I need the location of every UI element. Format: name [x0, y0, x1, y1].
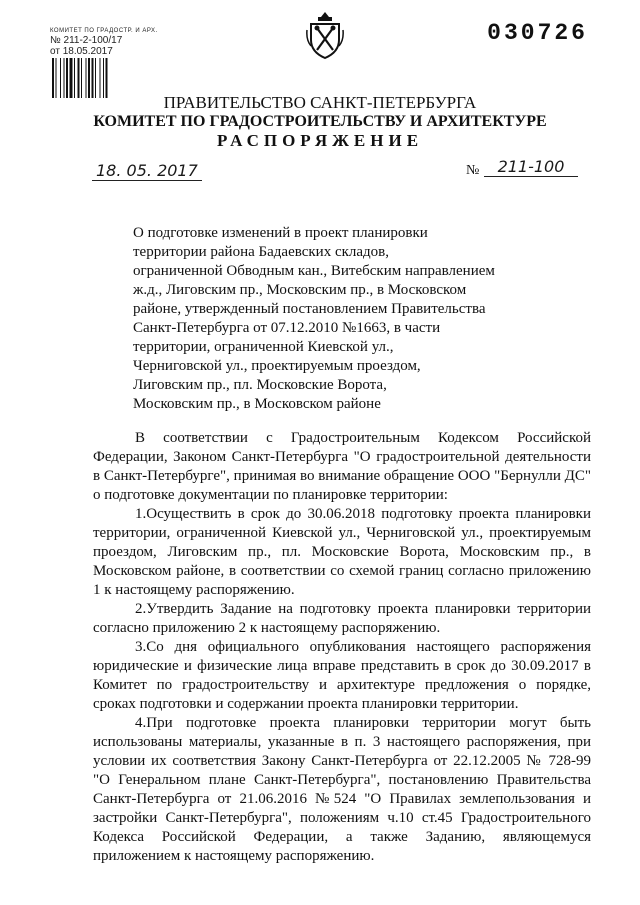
- subject-line: Московским пр., в Московском районе: [133, 396, 381, 412]
- subject-line: территории района Бадаевских складов,: [133, 244, 390, 260]
- subject-line: Санкт-Петербурга от 07.12.2010 №1663, в части: [133, 320, 441, 336]
- registration-stamp: [50, 27, 160, 57]
- item-1-paragraph: 1.Осуществить в срок до 30.06.2018 подготовку проекта планировки территории, ограниченной Киевской ул., Черниговской ул., проектируемым проездом, Лиговским пр., пл. Московские Ворота, Московским пр., в Московском районе, в соответствии со схемой границ согласно приложению 1 к настоящему распоряжению.: [93, 506, 591, 598]
- subject-line: Лиговским пр., пл. Московские Ворота,: [133, 377, 387, 393]
- item-2-paragraph: 2.Утвердить Задание на подготовку проекта планировки территории согласно приложению 2 к настоящему распоряжению.: [93, 601, 591, 636]
- subject-block: [133, 224, 553, 414]
- item-4-paragraph: 4.При подготовке проекта планировки территории могут быть использованы материалы, указанные в п. 3 настоящего распоряжения, при условии их соответствия Закону Санкт-Петербурга от 22.12.2005 № 728-99 "О Генеральном плане Санкт-Петербурга", постановлению Правительства Санкт-Петербурга от 21.06.2016 №524 "О Правилах землепользования и застройки Санкт-Петербурга", положениям ч.10 ст.45 Градостроительного Кодекса Российской Федерации, а также Заданию, являющемуся приложением к настоящему распоряжению.: [93, 715, 591, 864]
- stamp-org: КОМИТЕТ ПО ГРАДОСТР. И АРХ.: [50, 28, 158, 34]
- barcode-icon: [52, 58, 148, 98]
- document-body: [93, 429, 591, 866]
- stamp-reg-number: № 211-2-100/17: [50, 35, 123, 46]
- subject-line: ограниченной Обводным кан., Витебским направлением: [133, 263, 495, 279]
- subject-line: Черниговской ул., проектируемым проездом,: [133, 358, 421, 374]
- subject-line: О подготовке изменений в проект планировки: [133, 225, 428, 241]
- subject-line: ж.д., Лиговским пр., Московским пр., в Московском: [133, 282, 467, 298]
- government-title: ПРАВИТЕЛЬСТВО САНКТ-ПЕТЕРБУРГА: [163, 93, 477, 112]
- number-label: №: [466, 163, 480, 178]
- preamble-paragraph: В соответствии с Градостроительным Кодексом Российской Федерации, Законом Санкт-Петербурга "О градостроительной деятельности в Санкт-Петербурге", принимая во внимание обращение ООО "Бернулли ДС" о подготовке документации по планировке территории:: [93, 430, 591, 503]
- stamp-reg-date: от 18.05.2017: [50, 46, 113, 57]
- item-3-paragraph: 3.Со дня официального опубликования настоящего распоряжения юридические и физические лица вправе представить в срок до 30.09.2017 в Комитет по градостроительству и архитектуре предложения о порядке, сроках подготовки и содержании проекта планировки территории.: [93, 639, 591, 712]
- committee-title: КОМИТЕТ ПО ГРАДОСТРОИТЕЛЬСТВУ И АРХИТЕКТУРЕ: [93, 113, 547, 130]
- spb-coat-of-arms-icon: [306, 10, 344, 60]
- subject-line: территории, ограниченной Киевской ул.,: [133, 339, 394, 355]
- document-date: 18. 05. 2017: [92, 161, 202, 181]
- subject-line: районе, утвержденный постановлением Правительства: [133, 301, 486, 317]
- document-number: 030726: [487, 20, 588, 46]
- document-order-number: 211-100: [484, 157, 578, 177]
- document-type-title: РАСПОРЯЖЕНИЕ: [216, 131, 424, 150]
